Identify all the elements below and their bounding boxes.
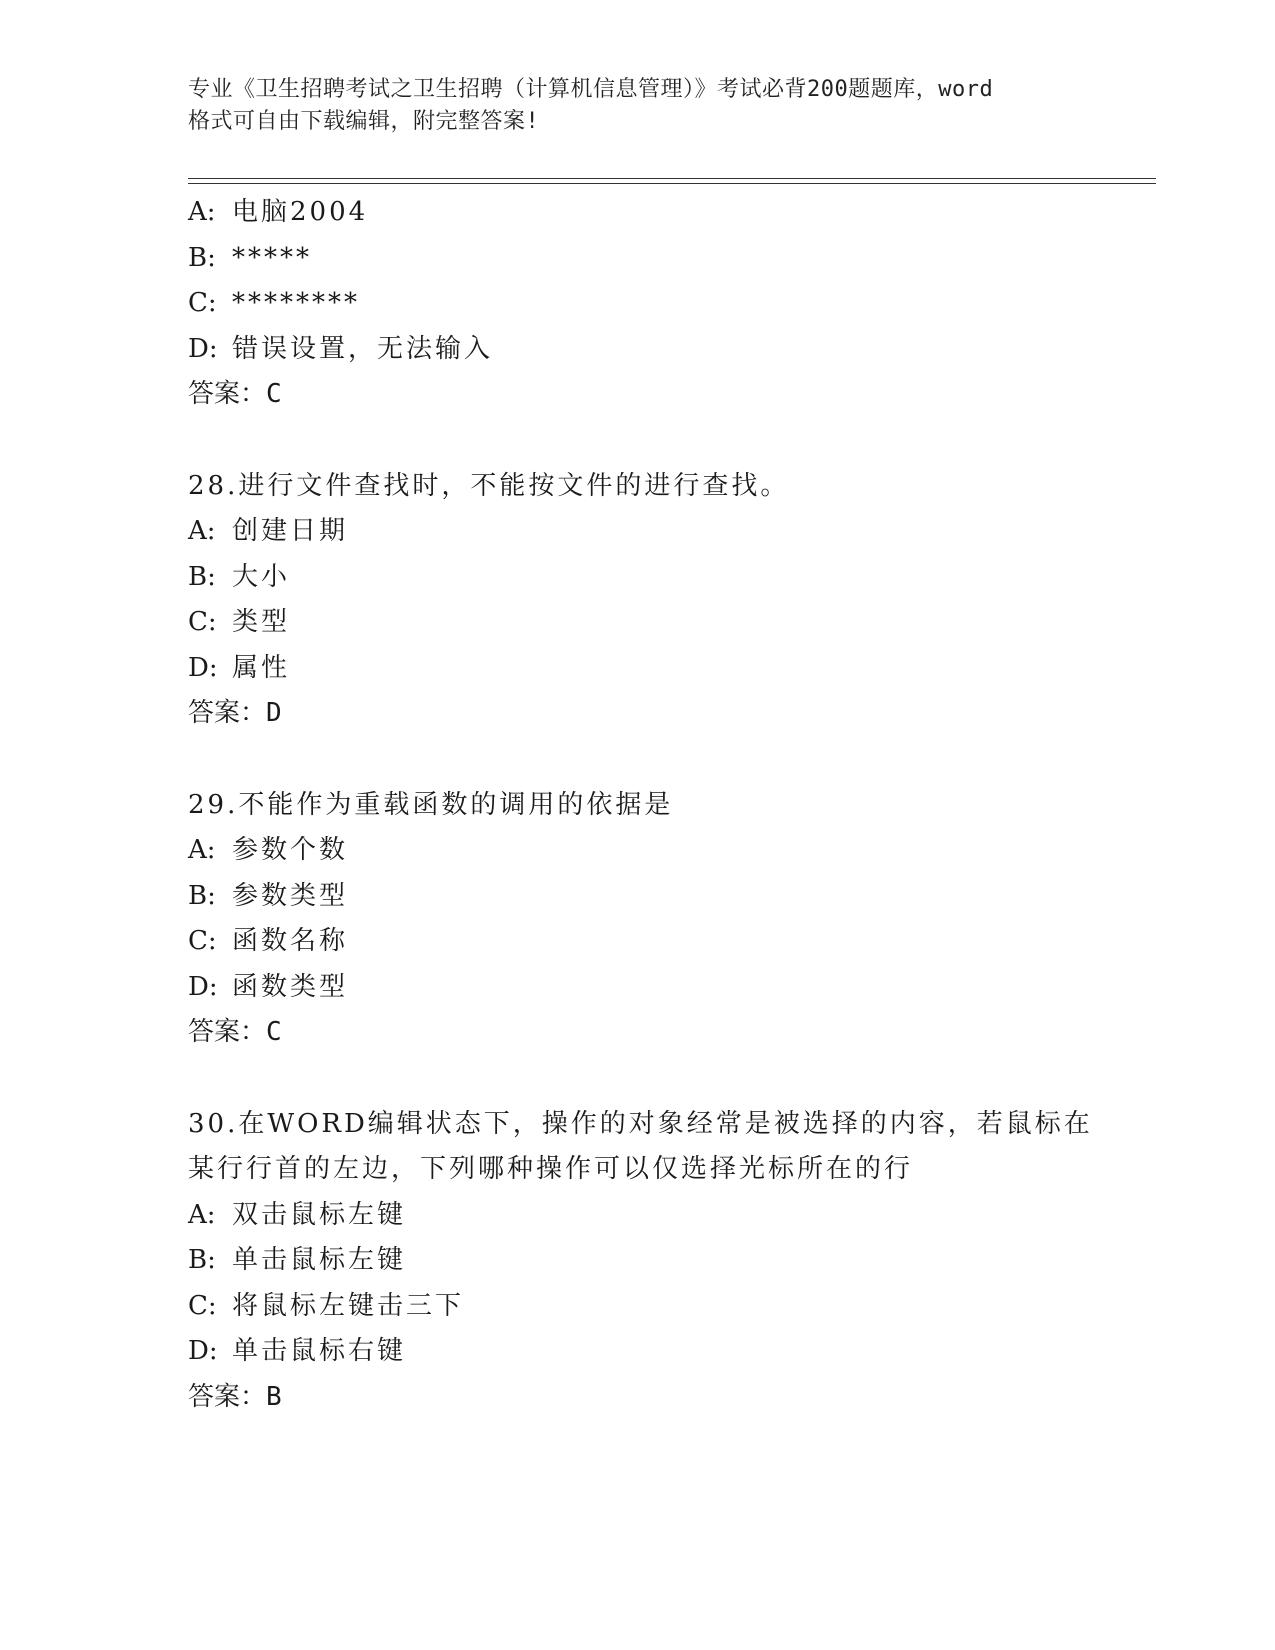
option-c: C: ******** bbox=[188, 288, 360, 318]
question-stem-line-1: 30.在WORD编辑状态下，操作的对象经常是被选择的内容，若鼠标在 bbox=[188, 1108, 1093, 1139]
question-spacer bbox=[188, 418, 1148, 464]
answer-line: 答案：C bbox=[188, 379, 282, 409]
question-spacer bbox=[188, 1056, 1148, 1102]
question-list bbox=[188, 190, 1148, 1420]
option-d: D: 单击鼠标右键 bbox=[188, 1336, 407, 1366]
header-divider-top bbox=[188, 178, 1156, 179]
question-30 bbox=[188, 1102, 1148, 1421]
option-c: C: 类型 bbox=[188, 607, 291, 637]
option-a: A: 参数个数 bbox=[188, 835, 349, 865]
question-stem: 29.不能作为重载函数的调用的依据是 bbox=[188, 789, 674, 820]
option-c: C: 函数名称 bbox=[188, 926, 349, 956]
option-d: D: 属性 bbox=[188, 652, 291, 683]
header-divider-bottom bbox=[188, 183, 1156, 184]
answer-line: 答案：C bbox=[188, 1017, 282, 1047]
question-28 bbox=[188, 464, 1148, 737]
option-d: D: 错误设置，无法输入 bbox=[188, 333, 494, 364]
answer-line: 答案：D bbox=[188, 698, 282, 728]
question-29 bbox=[188, 783, 1148, 1056]
question-stem bbox=[188, 1102, 1148, 1193]
option-c: C: 将鼠标左键击三下 bbox=[188, 1290, 465, 1321]
option-b: B: 单击鼠标左键 bbox=[188, 1245, 407, 1275]
option-d: D: 函数类型 bbox=[188, 971, 349, 1002]
question-stem: 28.进行文件查找时，不能按文件的进行查找。 bbox=[188, 470, 790, 501]
option-b: B: 大小 bbox=[188, 561, 291, 592]
option-b: B: 参数类型 bbox=[188, 880, 349, 911]
option-a: A: 电脑2004 bbox=[188, 197, 369, 227]
header-title-line-2: 格式可自由下载编辑，附完整答案! bbox=[188, 109, 540, 134]
document-header bbox=[188, 74, 1088, 138]
option-a: A: 双击鼠标左键 bbox=[188, 1199, 407, 1230]
question-stem-line-2: 某行行首的左边，下列哪种操作可以仅选择光标所在的行 bbox=[188, 1154, 914, 1184]
header-title-line-1: 专业《卫生招聘考试之卫生招聘（计算机信息管理）》考试必背200题题库，word bbox=[188, 77, 994, 102]
answer-line: 答案：B bbox=[188, 1381, 282, 1412]
question-spacer bbox=[188, 737, 1148, 783]
option-a: A: 创建日期 bbox=[188, 516, 349, 546]
option-b: B: ***** bbox=[188, 242, 312, 273]
question-27 bbox=[188, 190, 1148, 418]
